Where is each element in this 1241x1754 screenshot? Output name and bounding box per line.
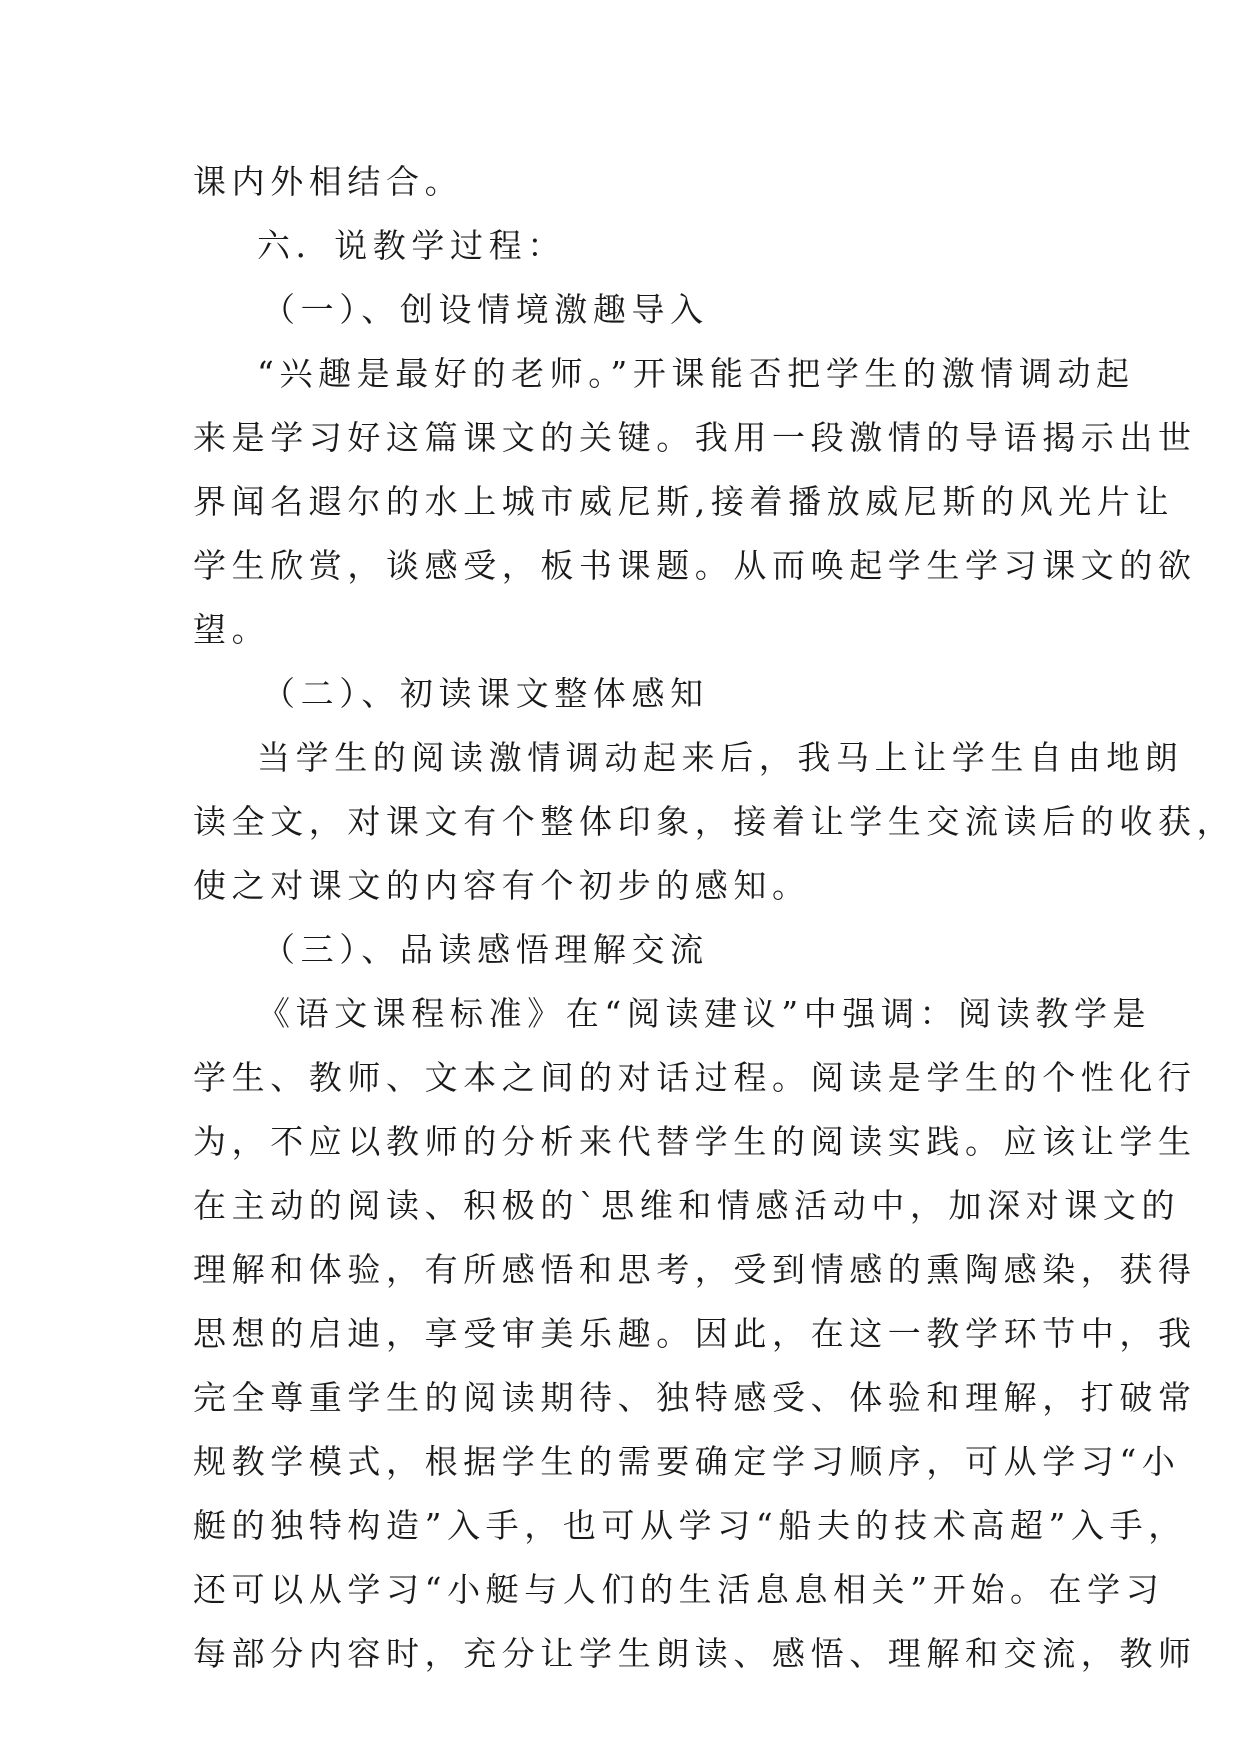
text-line: 读全文，对课文有个整体印象，接着让学生交流读后的收获，	[193, 802, 1236, 841]
text-line: 来是学习好这篇课文的关键。我用一段激情的导语揭示出世	[193, 418, 1197, 457]
text-line: 还可以从学习“小艇与人们的生活息息相关”开始。在学习	[193, 1570, 1165, 1609]
text-line: 界闻名遐尔的水上城市威尼斯,接着播放威尼斯的风光片让	[193, 482, 1175, 521]
text-line: 课内外相结合。	[193, 162, 464, 201]
text-line: 理解和体验，有所感悟和思考，受到情感的熏陶感染，获得	[193, 1250, 1197, 1289]
text-line: 当学生的阅读激情调动起来后，我马上让学生自由地朗	[257, 738, 1184, 777]
text-line: 规教学模式，根据学生的需要确定学习顺序，可从学习“小	[193, 1442, 1181, 1481]
text-line: 为，不应以教师的分析来代替学生的阅读实践。应该让学生	[193, 1122, 1197, 1161]
subsection-heading: （三）、品读感悟理解交流	[262, 930, 709, 969]
text-line: 使之对课文的内容有个初步的感知。	[193, 866, 811, 905]
text-line: 思想的启迪，享受审美乐趣。因此，在这一教学环节中，我	[193, 1314, 1197, 1353]
text-line: 学生、教师、文本之间的对话过程。阅读是学生的个性化行	[193, 1058, 1197, 1097]
text-line: 学生欣赏，谈感受，板书课题。从而唤起学生学习课文的欲	[193, 546, 1197, 585]
text-line: 完全尊重学生的阅读期待、独特感受、体验和理解，打破常	[193, 1378, 1197, 1417]
text-line: 《语文课程标准》在“阅读建议”中强调：阅读教学是	[257, 994, 1152, 1033]
subsection-heading: （二）、初读课文整体感知	[262, 674, 709, 713]
text-line: 望。	[193, 610, 271, 649]
text-line: 每部分内容时，充分让学生朗读、感悟、理解和交流，教师	[193, 1634, 1197, 1673]
text-line: 艇的独特构造”入手，也可从学习“船夫的技术高超”入手，	[193, 1506, 1187, 1545]
section-heading: 六．说教学过程：	[257, 226, 566, 265]
text-line: 在主动的阅读、积极的`思维和情感活动中，加深对课文的	[193, 1186, 1181, 1225]
text-line: “兴趣是最好的老师。”开课能否把学生的激情调动起	[257, 354, 1135, 393]
subsection-heading: （一）、创设情境激趣导入	[262, 290, 709, 329]
